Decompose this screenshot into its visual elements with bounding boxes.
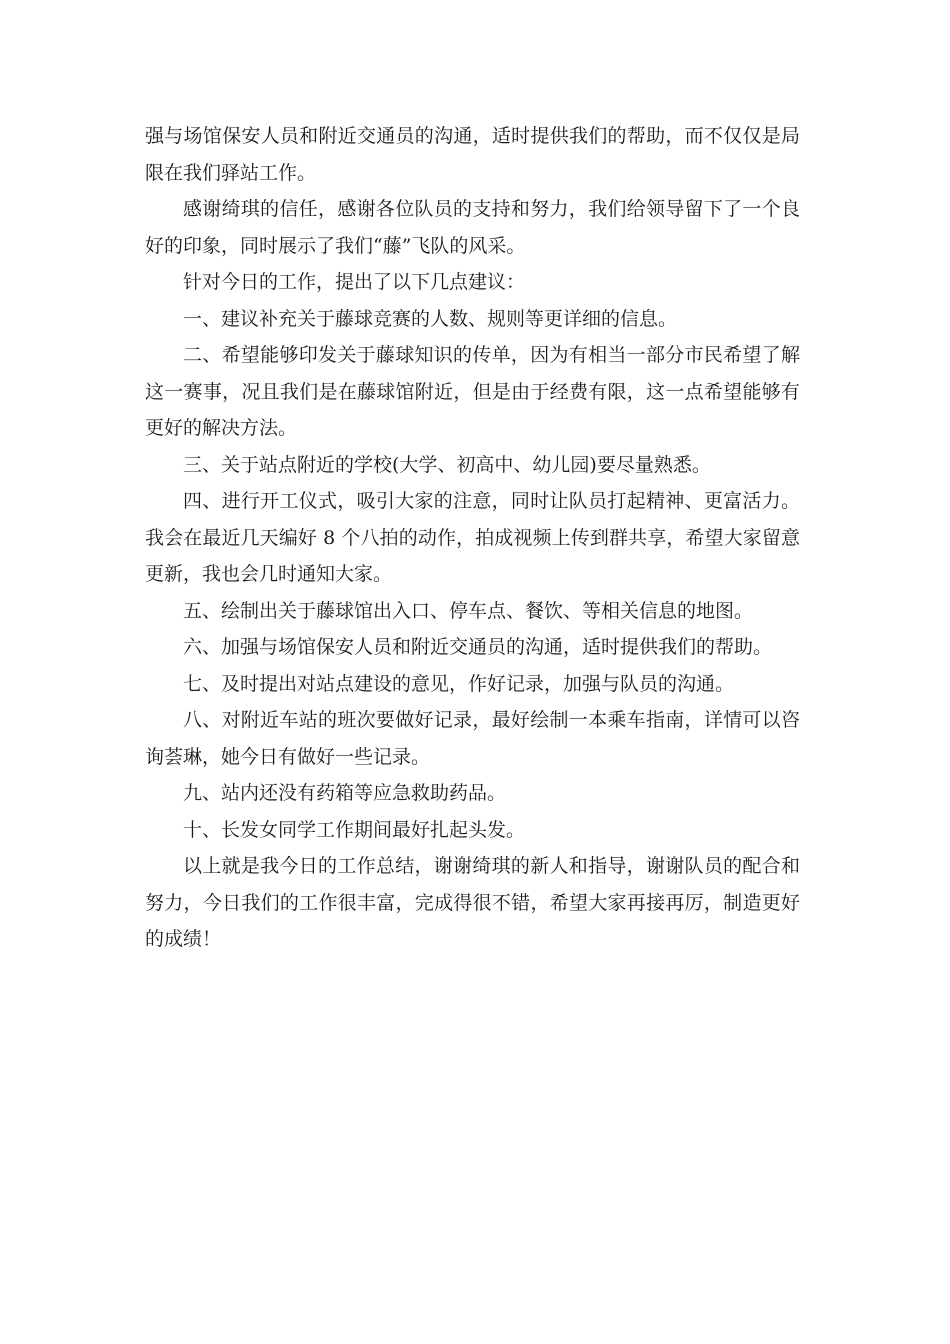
paragraph-thanks: 感谢绮琪的信任，感谢各位队员的支持和努力，我们给领导留下了一个良好的印象，同时展示了我们“藤”飞队的风采。	[145, 198, 800, 257]
suggestion-item-7: 七、及时提出对站点建设的意见，作好记录，加强与队员的沟通。	[183, 672, 735, 695]
suggestion-item-6: 六、加强与场馆保安人员和附近交通员的沟通，适时提供我们的帮助。	[183, 636, 773, 658]
suggestion-item-3: 三、关于站点附近的学校(大学、初高中、幼儿园)要尽量熟悉。	[183, 453, 711, 476]
suggestion-item-5: 五、绘制出关于藤球馆出入口、停车点、餐饮、等相关信息的地图。	[183, 599, 754, 622]
suggestion-item-9: 九、站内还没有药箱等应急救助药品。	[183, 782, 507, 804]
suggestion-item-4: 四、进行开工仪式，吸引大家的注意，同时让队员打起精神、更富活力。我会在最近几天编好 8 个八拍的动作，拍成视频上传到群共享，希望大家留意更新，我也会几时通知大家。	[145, 490, 800, 585]
suggestion-item-1: 一、建议补充关于藤球竞赛的人数、规则等更详细的信息。	[183, 307, 678, 330]
suggestion-item-8: 八、对附近车站的班次要做好记录，最好绘制一本乘车指南，详情可以咨询荟琳，她今日有做好一些记录。	[145, 709, 800, 768]
suggestion-item-2: 二、希望能够印发关于藤球知识的传单，因为有相当一部分市民希望了解这一赛事，况且我们是在藤球馆附近，但是由于经费有限，这一点希望能够有更好的解决方法。	[145, 344, 800, 439]
paragraph-suggestions-intro: 针对今日的工作，提出了以下几点建议：	[183, 271, 526, 293]
suggestion-item-10: 十、长发女同学工作期间最好扎起头发。	[183, 818, 526, 841]
paragraph-continuation: 强与场馆保安人员和附近交通员的沟通，适时提供我们的帮助，而不仅仅是局限在我们驿站工作。	[145, 125, 800, 184]
paragraph-conclusion: 以上就是我今日的工作总结，谢谢绮琪的新人和指导，谢谢队员的配合和努力，今日我们的工作很丰富，完成得很不错，希望大家再接再厉，制造更好的成绩！	[145, 855, 800, 950]
document-body	[145, 118, 800, 958]
